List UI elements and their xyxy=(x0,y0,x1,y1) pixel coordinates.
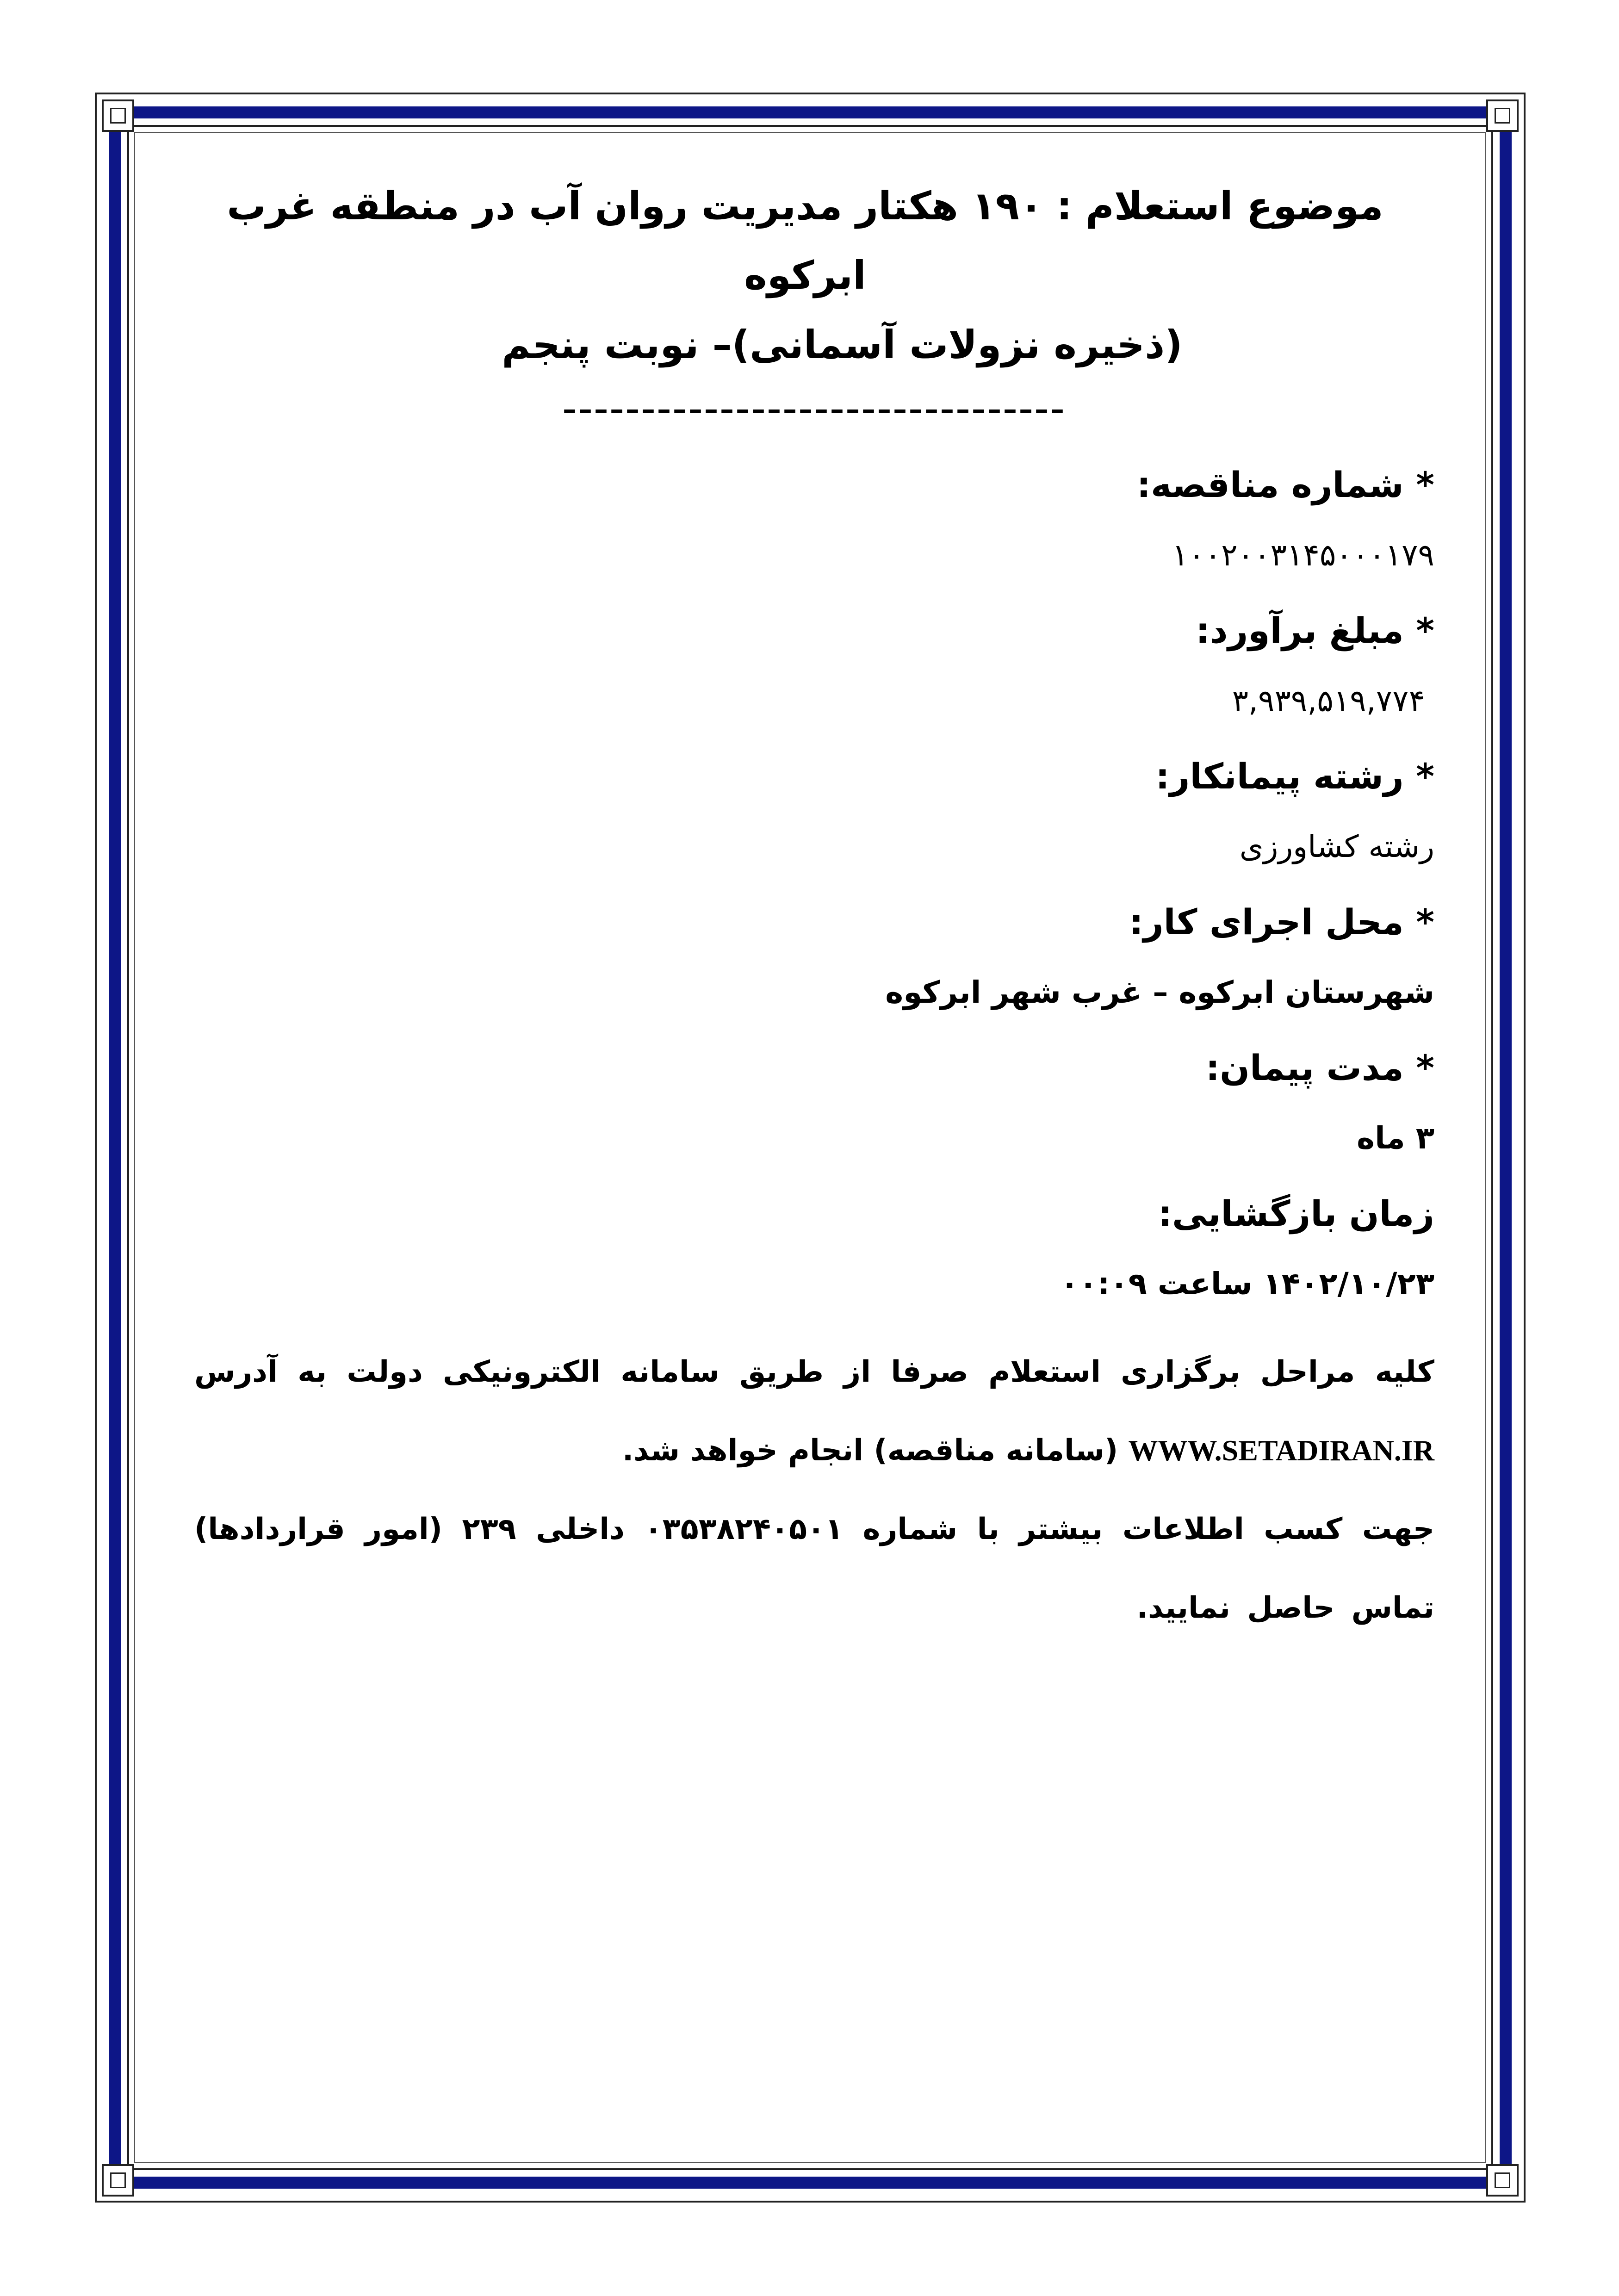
field-contractor-discipline xyxy=(194,750,1434,872)
dashed-separator: –––––––––––––––––––––––––––––––– xyxy=(563,393,1066,426)
field-label: * مدت پیمان: xyxy=(1205,1047,1434,1088)
field-tender-number xyxy=(194,458,1434,581)
field-value: ۳ ماه xyxy=(1357,1120,1434,1156)
field-label: * محل اجرای کار: xyxy=(1129,901,1434,943)
setad-website-link[interactable]: WWW.SETADIRAN.IR xyxy=(1128,1434,1434,1467)
field-contract-duration xyxy=(194,1041,1434,1164)
field-label: زمان بازگشایی: xyxy=(1158,1193,1434,1234)
border-corner-top-left xyxy=(102,99,134,132)
field-opening-time xyxy=(194,1187,1434,1309)
border-corner-bottom-right xyxy=(1486,2164,1519,2197)
document-title-line-2: (ذخیره نزولات آسمانی)– نوبت پنجم xyxy=(502,322,1183,367)
paragraph-submission-info xyxy=(194,1333,1434,1490)
document-content xyxy=(194,171,1434,1647)
field-value: شهرستان ابرکوه – غرب شهر ابرکوه xyxy=(885,974,1434,1010)
paragraph-contact-info: جهت کسب اطلاعات بیشتر با شماره ۰۳۵۳۸۲۴۰۵۰۱ داخلی ۲۳۹ (امور قراردادها) تماس حاصل نمایید. xyxy=(194,1512,1435,1625)
field-value: ۳,۹۳۹,۵۱۹,۷۷۴ xyxy=(1232,683,1425,719)
paragraph-text: کلیه مراحل برگزاری استعلام صرفا از طریق سامانه الکترونیکی دولت به آدرس xyxy=(194,1355,1434,1389)
field-work-location xyxy=(194,895,1434,1018)
field-label: * رشته پیمانکار: xyxy=(1155,756,1434,797)
field-value: رشته کشاورزی xyxy=(1239,829,1434,864)
field-label: * مبلغ برآورد: xyxy=(1196,610,1434,651)
field-estimated-amount xyxy=(194,604,1434,726)
border-corner-top-right xyxy=(1486,99,1519,132)
field-label: * شماره مناقصه: xyxy=(1136,464,1434,505)
field-value: ۱۴۰۲/۱۰/۲۳ ساعت ۰۰:۰۹ xyxy=(1060,1266,1434,1302)
document-title-line-1: موضوع استعلام : ۱۹۰ هکتار مدیریت روان آب در منطقه غرب ابرکوه xyxy=(227,183,1383,298)
paragraph-text: (سامانه مناقصه) انجام خواهد شد. xyxy=(622,1433,1118,1468)
field-value: ۱۰۰۲۰۰۳۱۴۵۰۰۰۱۷۹ xyxy=(1172,537,1434,573)
border-corner-bottom-left xyxy=(102,2164,134,2197)
